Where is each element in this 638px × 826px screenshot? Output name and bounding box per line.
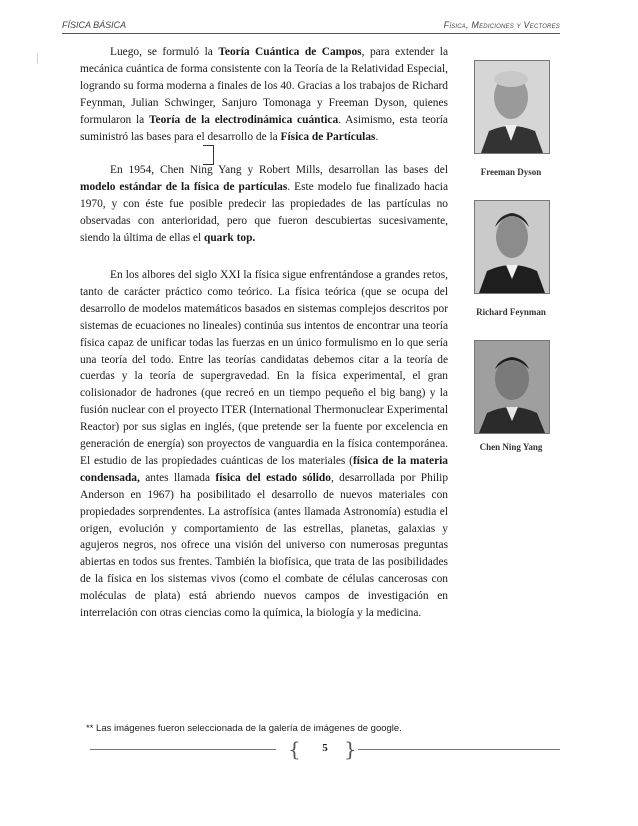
portrait-photo-icon bbox=[475, 61, 549, 153]
text-run: . Asimismo, esta teoría suministró las bases para el desarrollo de la bbox=[80, 113, 448, 143]
bold-term: Teoría de la electrodinámica cuántica bbox=[148, 113, 339, 126]
portrait-chen-ning-yang bbox=[474, 340, 550, 434]
text-run: antes llamada bbox=[139, 471, 216, 484]
text-run: Luego, se formuló la bbox=[110, 46, 219, 58]
handwritten-bracket bbox=[203, 145, 214, 165]
portrait-photo-icon bbox=[475, 201, 549, 293]
caption-chen-ning-yang: Chen Ning Yang bbox=[479, 442, 543, 452]
page-header bbox=[62, 20, 560, 34]
portrait-richard-feynman bbox=[474, 200, 550, 294]
paragraph-quantum-field-theory bbox=[80, 44, 448, 145]
bold-term: Teoría Cuántica de Campos bbox=[218, 46, 362, 58]
text-run: . bbox=[375, 130, 379, 143]
paragraph-21st-century bbox=[80, 267, 448, 622]
bold-term: quark top. bbox=[204, 232, 256, 245]
footer-rule-left bbox=[90, 749, 276, 750]
footer-rule-right bbox=[358, 749, 560, 750]
image-source-footnote: ** Las imágenes fueron seleccionada de la galería de imágenes de google. bbox=[86, 723, 402, 734]
body-text bbox=[80, 44, 448, 622]
page-footer bbox=[90, 736, 560, 762]
header-rule bbox=[62, 33, 560, 34]
paragraph-standard-model bbox=[80, 162, 448, 247]
footer-bracket-left: { bbox=[288, 737, 301, 761]
bold-term: física del estado sólido bbox=[215, 471, 331, 484]
margin-pencil-mark: / bbox=[33, 51, 43, 68]
text-run: , desarrollada por Philip Anderson en 1967) ha posibilitado el desarrollo de nuevos materiales con propiedades sorprendentes. La astrofísica (antes llamada Astronomía) estudia el origen, evolución y comportamiento de las estrellas, planetas, galaxias y agujeros negros, nos ofrece una visión del universo con numerosas preguntas abiertas en todos sus frentes. También la biofísica, que trata de las posibilidades de la física en los sistemas vivos (como el combate de células cancerosas con moléculas de plata) está abriendo nuevos campos de investigación en interrelación con otras ciencias como la química, la biología y la medicina. bbox=[80, 471, 449, 620]
text-run: . Este modelo fue finalizado hacia 1970, y con éste fue posible predecir las propiedades de las partículas no observadas con anterioridad, pero que fueron descubiertas sucesivamente, siendo la última de ellas el bbox=[80, 181, 448, 245]
footer-bracket-right: } bbox=[344, 737, 357, 761]
caption-richard-feynman: Richard Feynman bbox=[476, 307, 546, 317]
portrait-freeman-dyson bbox=[474, 60, 550, 154]
page-number: 5 bbox=[322, 742, 328, 754]
header-chapter-title: Física, Mediciones y Vectores bbox=[443, 20, 560, 30]
portrait-photo-icon bbox=[475, 341, 549, 433]
caption-freeman-dyson: Freeman Dyson bbox=[480, 167, 542, 177]
text-run: En 1954, Chen Ning Yang y Robert Mills, desarrollan las bases del bbox=[110, 164, 448, 177]
bold-term: física de la materia condensada, bbox=[80, 454, 448, 484]
bold-term: modelo estándar de la física de partículas bbox=[80, 181, 288, 194]
header-book-title: FÍSICA BÁSICA bbox=[62, 20, 127, 30]
bold-term: Física de Partículas bbox=[280, 130, 376, 143]
text-run: , para extender la mecánica cuántica de forma consistente con la Teoría de la Relatividad Especial, logrando su forma moderna a finales de los 40. Gracias a los trabajos de Richard Feynman, Julian Schwinger, Sanjuro Tomonaga y Freeman Dyson, quienes formularon la bbox=[80, 46, 448, 126]
text-run: En los albores del siglo XXI la física sigue enfrentándose a grandes retos, tanto de carácter práctico como teórico. La física teórica (que se ocupa del desarrollo de modelos matemáticos basados en sistemas complejos descritos por sistemas de ecuaciones no lineales) continúa sus intentos de encontrar una teoría física capaz de unificar todas las fuerzas en un único formulismo en lo que sería una teoría del todo. Entre las teorías candidatas debemos citar a la teoría de cuerdas y la teoría de supergravedad. En la física experimental, el gran colisionador de hadrones (que recreó en un tiempo pequeño el big bang) y la fusión nuclear con el proyecto ITER (International Thermonuclear Experimental Reactor) por sus siglas en inglés, (que pretende ser la fuente por excelencia en generación de energía) son proyectos de vanguardia en la física contemporánea. El estudio de las propiedades cuánticas de los materiales ( bbox=[80, 268, 448, 467]
